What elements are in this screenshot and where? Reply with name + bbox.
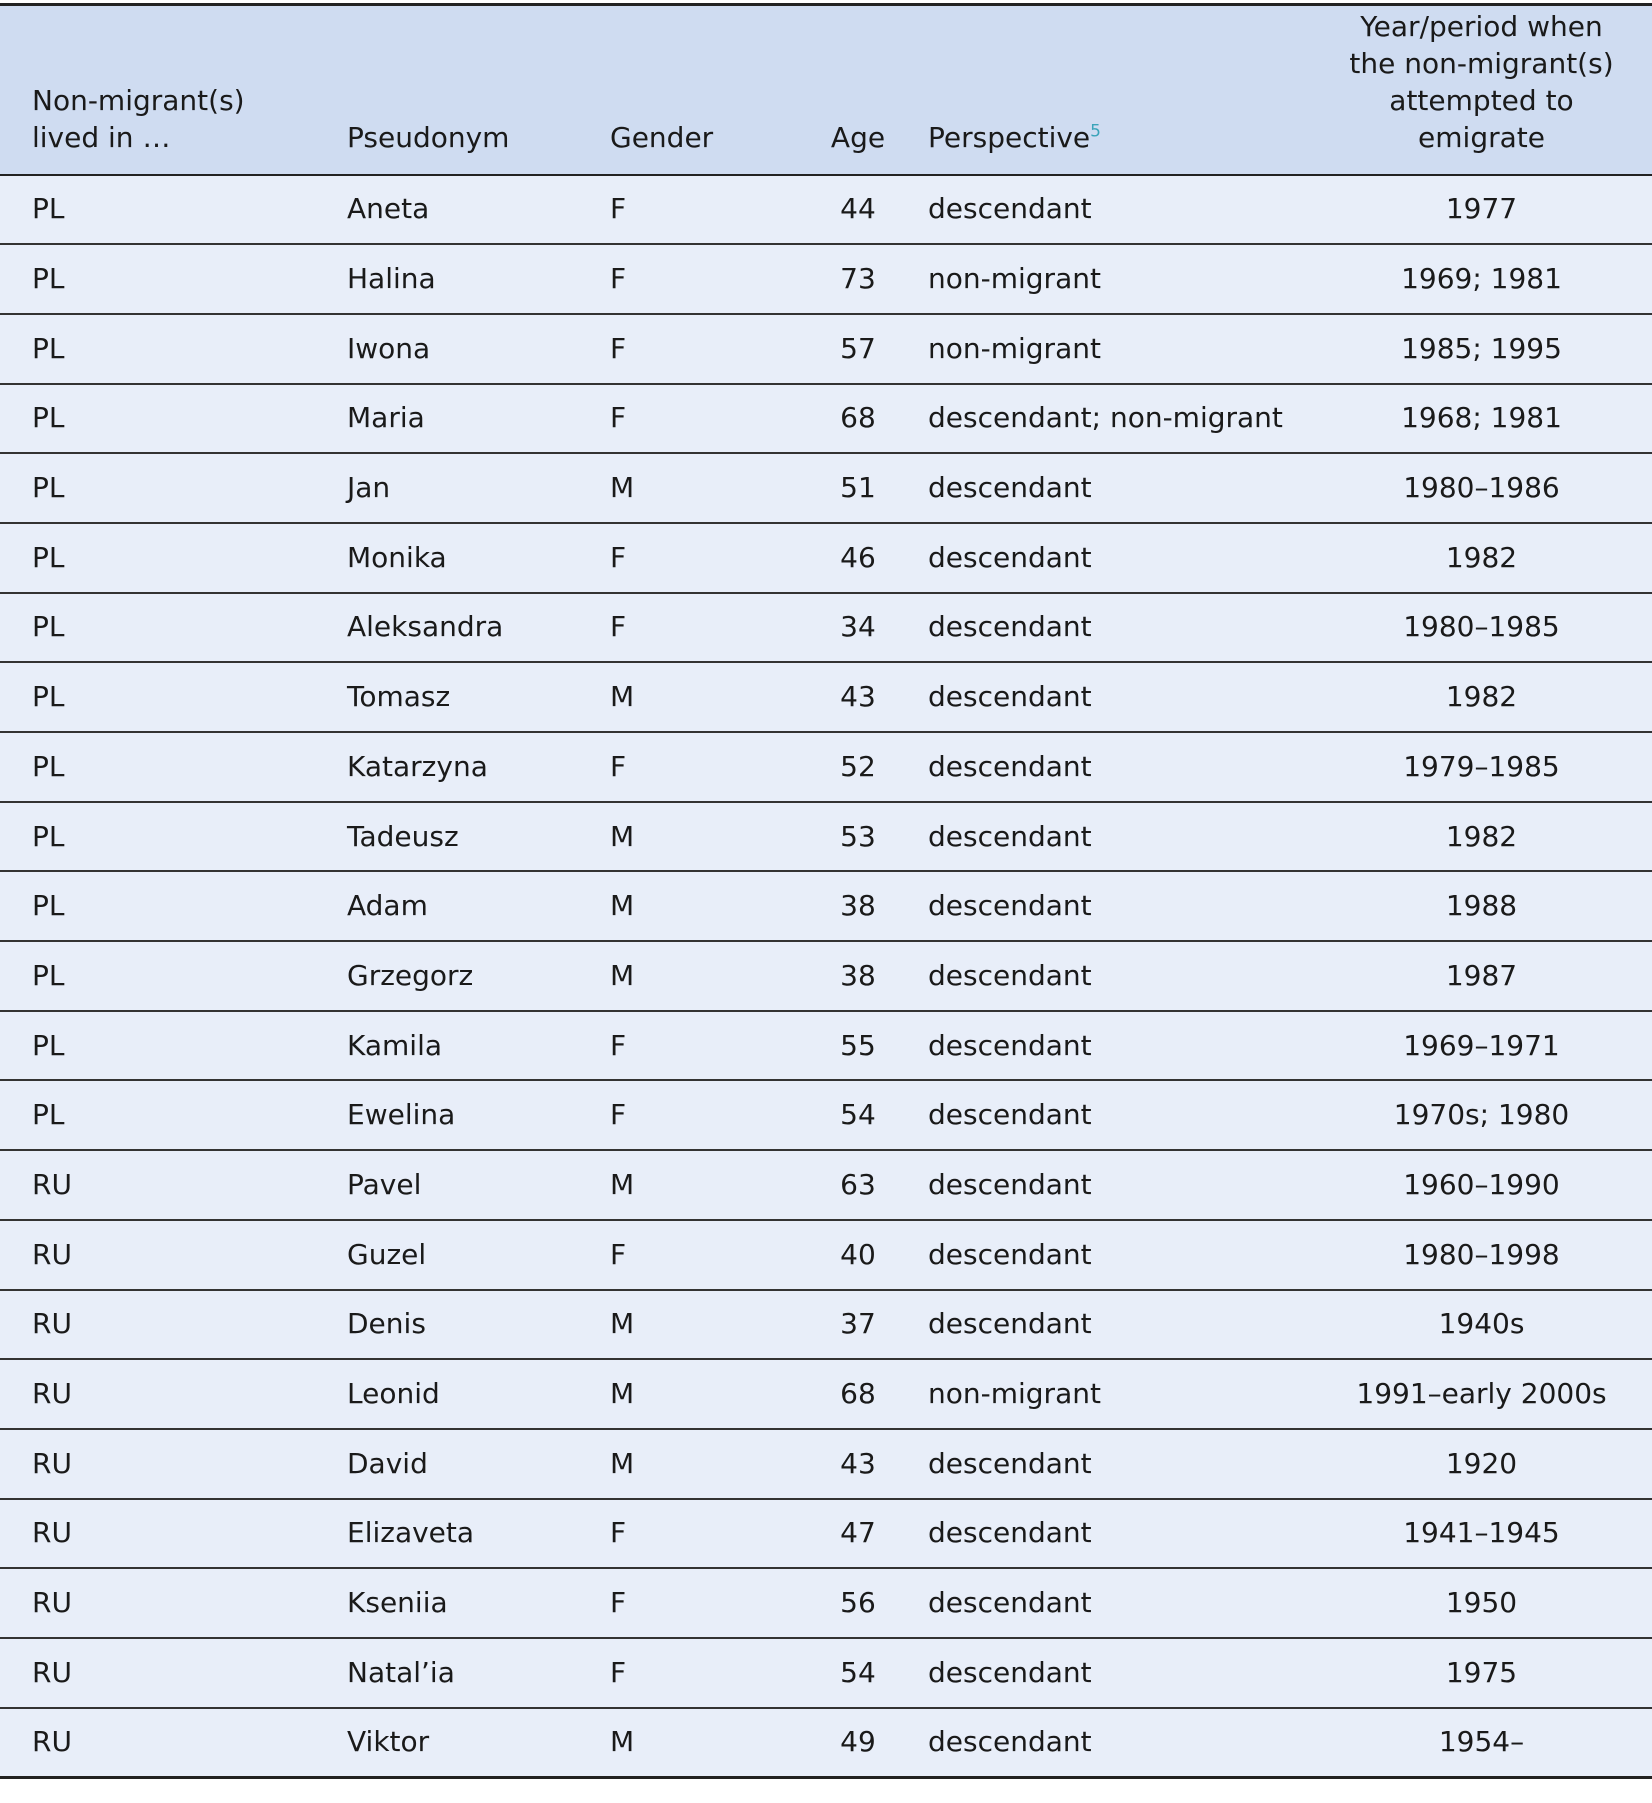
cell-perspective: descendant [928, 1568, 1311, 1638]
cell-pseudonym: Adam [347, 871, 610, 941]
cell-gender: M [610, 802, 788, 872]
cell-age: 54 [788, 1638, 928, 1708]
cell-age: 73 [788, 244, 928, 314]
header-location-label: Non-migrant(s) lived in … [32, 83, 245, 154]
cell-age: 38 [788, 871, 928, 941]
table-row [0, 453, 1652, 523]
cell-pseudonym: Elizaveta [347, 1499, 610, 1569]
cell-gender: M [610, 941, 788, 1011]
cell-perspective: descendant [928, 453, 1311, 523]
cell-gender: M [610, 1290, 788, 1360]
table-row [0, 1150, 1652, 1220]
cell-age: 38 [788, 941, 928, 1011]
cell-pseudonym: Grzegorz [347, 941, 610, 1011]
cell-pseudonym: Denis [347, 1290, 610, 1360]
cell-perspective: descendant [928, 1290, 1311, 1360]
cell-location: RU [0, 1568, 347, 1638]
cell-pseudonym: Halina [347, 244, 610, 314]
cell-age: 34 [788, 593, 928, 663]
cell-year: 1982 [1311, 662, 1652, 732]
cell-perspective: non-migrant [928, 244, 1311, 314]
cell-pseudonym: Leonid [347, 1359, 610, 1429]
cell-perspective: descendant [928, 1638, 1311, 1708]
cell-age: 63 [788, 1150, 928, 1220]
cell-pseudonym: Guzel [347, 1220, 610, 1290]
cell-pseudonym: Tadeusz [347, 802, 610, 872]
table-row [0, 314, 1652, 384]
cell-age: 51 [788, 453, 928, 523]
cell-age: 49 [788, 1708, 928, 1778]
cell-perspective: descendant [928, 662, 1311, 732]
header-gender: Gender [610, 5, 788, 175]
cell-age: 43 [788, 1429, 928, 1499]
table-row [0, 1499, 1652, 1569]
table-row [0, 1429, 1652, 1499]
table-row [0, 384, 1652, 454]
cell-pseudonym: Jan [347, 453, 610, 523]
cell-age: 55 [788, 1011, 928, 1081]
cell-gender: M [610, 871, 788, 941]
cell-gender: F [610, 1568, 788, 1638]
cell-location: PL [0, 244, 347, 314]
cell-year: 1991–early 2000s [1311, 1359, 1652, 1429]
cell-year: 1982 [1311, 523, 1652, 593]
cell-gender: M [610, 453, 788, 523]
header-year [1311, 5, 1652, 175]
cell-pseudonym: Viktor [347, 1708, 610, 1778]
cell-pseudonym: Pavel [347, 1150, 610, 1220]
cell-perspective: descendant [928, 941, 1311, 1011]
cell-gender: F [610, 384, 788, 454]
cell-year: 1960–1990 [1311, 1150, 1652, 1220]
table-row [0, 732, 1652, 802]
cell-year: 1969; 1981 [1311, 244, 1652, 314]
header-year-label: Year/period when the non-migrant(s) attempted to emigrate [1349, 9, 1614, 154]
cell-pseudonym: Aneta [347, 175, 610, 245]
cell-year: 1977 [1311, 175, 1652, 245]
cell-year: 1980–1998 [1311, 1220, 1652, 1290]
cell-gender: F [610, 1011, 788, 1081]
cell-location: RU [0, 1708, 347, 1778]
cell-perspective: descendant [928, 593, 1311, 663]
cell-perspective: descendant [928, 1150, 1311, 1220]
cell-location: PL [0, 453, 347, 523]
cell-year: 1980–1986 [1311, 453, 1652, 523]
table-header [0, 5, 1652, 175]
cell-gender: F [610, 1499, 788, 1569]
table-row [0, 871, 1652, 941]
cell-year: 1980–1985 [1311, 593, 1652, 663]
cell-gender: M [610, 662, 788, 732]
cell-perspective: non-migrant [928, 1359, 1311, 1429]
cell-location: PL [0, 662, 347, 732]
cell-gender: F [610, 523, 788, 593]
table-body [0, 175, 1652, 1778]
table-row [0, 244, 1652, 314]
cell-location: PL [0, 802, 347, 872]
cell-location: PL [0, 314, 347, 384]
cell-year: 1968; 1981 [1311, 384, 1652, 454]
table-row [0, 1290, 1652, 1360]
header-age: Age [788, 5, 928, 175]
cell-year: 1950 [1311, 1568, 1652, 1638]
cell-location: RU [0, 1359, 347, 1429]
cell-pseudonym: David [347, 1429, 610, 1499]
cell-pseudonym: Katarzyna [347, 732, 610, 802]
table-row [0, 593, 1652, 663]
cell-location: RU [0, 1499, 347, 1569]
cell-year: 1975 [1311, 1638, 1652, 1708]
table-row [0, 1568, 1652, 1638]
cell-year: 1940s [1311, 1290, 1652, 1360]
cell-gender: F [610, 175, 788, 245]
cell-perspective: descendant [928, 1080, 1311, 1150]
cell-pseudonym: Iwona [347, 314, 610, 384]
cell-perspective: descendant [928, 1499, 1311, 1569]
cell-location: PL [0, 732, 347, 802]
cell-year: 1970s; 1980 [1311, 1080, 1652, 1150]
cell-pseudonym: Tomasz [347, 662, 610, 732]
cell-gender: F [610, 244, 788, 314]
cell-location: PL [0, 1080, 347, 1150]
cell-location: PL [0, 941, 347, 1011]
cell-year: 1941–1945 [1311, 1499, 1652, 1569]
table-row [0, 1708, 1652, 1778]
cell-age: 56 [788, 1568, 928, 1638]
cell-age: 37 [788, 1290, 928, 1360]
table-row [0, 662, 1652, 732]
table-row [0, 1638, 1652, 1708]
table-row [0, 523, 1652, 593]
cell-age: 40 [788, 1220, 928, 1290]
cell-gender: F [610, 1638, 788, 1708]
cell-location: PL [0, 871, 347, 941]
header-row [0, 5, 1652, 175]
cell-gender: F [610, 314, 788, 384]
cell-gender: F [610, 1080, 788, 1150]
participants-table-container [0, 3, 1652, 1779]
cell-year: 1987 [1311, 941, 1652, 1011]
cell-location: PL [0, 1011, 347, 1081]
header-perspective [928, 5, 1311, 175]
table-row [0, 175, 1652, 245]
cell-pseudonym: Kamila [347, 1011, 610, 1081]
cell-age: 68 [788, 1359, 928, 1429]
cell-year: 1985; 1995 [1311, 314, 1652, 384]
cell-location: RU [0, 1638, 347, 1708]
cell-perspective: descendant [928, 1220, 1311, 1290]
cell-perspective: descendant [928, 1708, 1311, 1778]
cell-perspective: descendant [928, 1429, 1311, 1499]
table-row [0, 1359, 1652, 1429]
cell-pseudonym: Natal’ia [347, 1638, 610, 1708]
cell-pseudonym: Monika [347, 523, 610, 593]
cell-location: RU [0, 1150, 347, 1220]
cell-age: 52 [788, 732, 928, 802]
cell-perspective: descendant [928, 802, 1311, 872]
cell-age: 47 [788, 1499, 928, 1569]
header-pseudonym: Pseudonym [347, 5, 610, 175]
cell-year: 1982 [1311, 802, 1652, 872]
cell-age: 43 [788, 662, 928, 732]
cell-gender: M [610, 1429, 788, 1499]
cell-perspective: descendant [928, 1011, 1311, 1081]
cell-gender: M [610, 1708, 788, 1778]
cell-perspective: descendant; non-migrant [928, 384, 1311, 454]
table-row [0, 1080, 1652, 1150]
table-row [0, 1220, 1652, 1290]
cell-pseudonym: Maria [347, 384, 610, 454]
cell-pseudonym: Kseniia [347, 1568, 610, 1638]
cell-gender: M [610, 1150, 788, 1220]
cell-perspective: descendant [928, 871, 1311, 941]
cell-year: 1979–1985 [1311, 732, 1652, 802]
table-row [0, 1011, 1652, 1081]
participants-table [0, 3, 1652, 1779]
header-perspective-label: Perspective [928, 120, 1091, 154]
cell-location: PL [0, 593, 347, 663]
cell-location: RU [0, 1429, 347, 1499]
cell-location: PL [0, 523, 347, 593]
header-location [0, 5, 347, 175]
cell-perspective: descendant [928, 732, 1311, 802]
cell-year: 1954– [1311, 1708, 1652, 1778]
cell-age: 57 [788, 314, 928, 384]
cell-age: 68 [788, 384, 928, 454]
cell-age: 46 [788, 523, 928, 593]
cell-gender: F [610, 593, 788, 663]
cell-year: 1920 [1311, 1429, 1652, 1499]
cell-gender: F [610, 732, 788, 802]
cell-location: RU [0, 1220, 347, 1290]
cell-gender: M [610, 1359, 788, 1429]
cell-perspective: descendant [928, 523, 1311, 593]
cell-pseudonym: Aleksandra [347, 593, 610, 663]
table-row [0, 802, 1652, 872]
cell-year: 1969–1971 [1311, 1011, 1652, 1081]
cell-age: 54 [788, 1080, 928, 1150]
cell-location: PL [0, 384, 347, 454]
cell-perspective: descendant [928, 175, 1311, 245]
cell-gender: F [610, 1220, 788, 1290]
cell-location: PL [0, 175, 347, 245]
cell-perspective: non-migrant [928, 314, 1311, 384]
cell-year: 1988 [1311, 871, 1652, 941]
cell-location: RU [0, 1290, 347, 1360]
cell-age: 53 [788, 802, 928, 872]
cell-pseudonym: Ewelina [347, 1080, 610, 1150]
cell-age: 44 [788, 175, 928, 245]
table-row [0, 941, 1652, 1011]
footnote-marker[interactable]: 5 [1090, 121, 1101, 142]
